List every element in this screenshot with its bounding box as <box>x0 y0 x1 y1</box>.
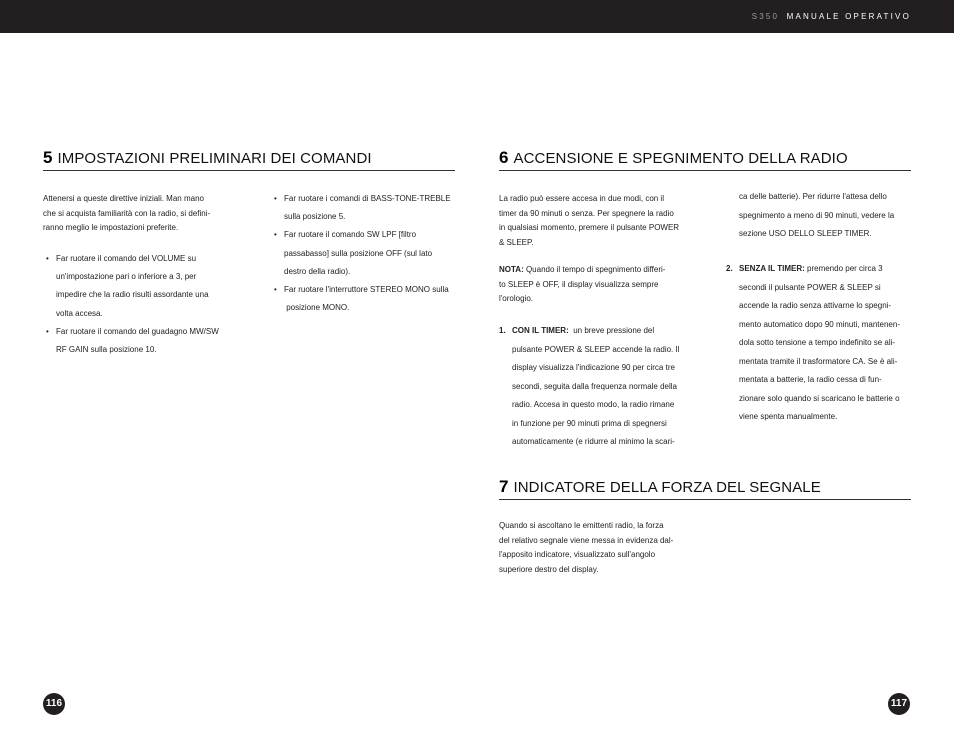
text-line: mento automatico dopo 90 minuti, mantenen- <box>739 319 900 329</box>
item-label: SENZA IL TIMER: <box>739 264 805 273</box>
list-item <box>43 250 258 323</box>
text-line: ranno meglio le impostazioni preferite. <box>43 223 179 232</box>
list-item <box>726 260 926 427</box>
item-number: 2. <box>726 264 733 273</box>
text-line: • Far ruotare il comando del VOLUME su <box>56 254 197 263</box>
text-line: • Far ruotare l'interruttore STEREO MONO sulla <box>284 285 449 295</box>
section-6-note <box>499 263 709 307</box>
text-line: dola sotto tensione a tempo indefinito se ali- <box>739 338 896 347</box>
text-line: Attenersi a queste direttive iniziali. Man mano <box>43 194 204 203</box>
item-number: 1. <box>499 326 506 335</box>
text-line <box>739 260 926 279</box>
text-line: • Far ruotare i comandi di BASS-TONE-TREBLE <box>284 194 451 203</box>
text-line: • Far ruotare il comando del guadagno MW/SW <box>56 326 219 336</box>
text-line: timer da 90 minuti o senza. Per spegnere la radio <box>499 208 674 218</box>
section-5-heading <box>43 148 455 171</box>
text-line: display visualizza l'indicazione 90 per circa tre <box>512 363 675 372</box>
text-line: • Far ruotare il comando SW LPF [filtro <box>284 230 417 240</box>
text-line: un'impostazione pari o inferiore a 3, per <box>56 272 197 282</box>
text-line: accende la radio senza attivarne lo spegni- <box>739 301 892 310</box>
note-text: Quando il tempo di spegnimento differi- <box>523 265 666 274</box>
text-line: mentata a batterie, la radio cessa di fun- <box>739 375 882 384</box>
list-item <box>271 190 471 226</box>
section-5-intro <box>43 192 243 236</box>
text-line: RF GAIN sulla posizione 10. <box>56 345 157 355</box>
text-line: & SLEEP. <box>499 237 534 247</box>
text-line: l'apposito indicatore, visualizzato sull'angolo <box>499 550 656 559</box>
text-line: secondi il pulsante POWER & SLEEP si <box>739 282 881 292</box>
text-line: ca delle batterie). Per ridurre l'attesa dello <box>739 192 887 201</box>
text-line: radio. Accesa in questo modo, la radio rimane <box>512 400 675 409</box>
section-7-heading <box>499 477 911 500</box>
section-6-intro <box>499 192 709 250</box>
manual-title: MANUALE OPERATIVO <box>786 12 911 21</box>
section-6-title: ACCENSIONE E SPEGNIMENTO DELLA RADIO <box>513 150 848 167</box>
section-6-item-1-continued <box>739 188 919 244</box>
text-line: spegnimento a meno di 90 minuti, vedere la <box>739 210 895 220</box>
section-5-bullet-list-left <box>43 250 258 359</box>
list-item <box>499 322 714 452</box>
text-line: del relativo segnale viene messa in evidenza dal- <box>499 535 674 545</box>
text-line: destro della radio). <box>284 266 351 276</box>
text-line: passabasso] sulla posizione OFF (sul lato <box>284 248 433 258</box>
section-7-text <box>499 519 709 577</box>
text-line: La radio può essere accesa in due modi, con il <box>499 194 664 203</box>
text-line: secondi, seguita dalla frequenza normale della <box>512 381 677 391</box>
page-number-left: 116 <box>43 693 65 715</box>
running-header <box>752 12 911 21</box>
section-5-bullet-list-right <box>271 190 471 317</box>
text-line <box>512 322 714 341</box>
text-line: Quando si ascoltano le emittenti radio, la forza <box>499 521 664 530</box>
text-line: impedire che la radio risulti assordante una <box>56 290 209 300</box>
text-line <box>499 263 709 278</box>
text-line: in funzione per 90 minuti prima di spegnersi <box>512 418 667 428</box>
text-line: in qualsiasi momento, premere il pulsante POWER <box>499 223 680 232</box>
section-6-item-2 <box>726 260 926 427</box>
text-line: viene spenta manualmente. <box>739 412 838 421</box>
section-6-number: 6 <box>499 148 509 167</box>
note-label: NOTA: <box>499 265 524 274</box>
section-5-title: IMPOSTAZIONI PRELIMINARI DEI COMANDI <box>57 150 372 167</box>
text-line: to SLEEP è OFF, il display visualizza sempre <box>499 279 659 289</box>
item-text: un breve pressione del <box>568 326 655 335</box>
item-label: CON IL TIMER: <box>512 326 569 335</box>
header-bar <box>0 0 954 33</box>
text-line: che si acquista familiarità con la radio, si defini- <box>43 208 211 218</box>
list-item <box>43 323 258 359</box>
text-line: zionare solo quando si scaricano le batterie o <box>739 393 900 403</box>
list-item <box>271 226 471 281</box>
section-6-heading <box>499 148 911 171</box>
text-line: posizione MONO. <box>284 303 350 313</box>
page-number-right: 117 <box>888 693 910 715</box>
model-name: S350 <box>751 12 780 21</box>
list-item <box>271 281 471 317</box>
section-7-title: INDICATORE DELLA FORZA DEL SEGNALE <box>513 479 821 496</box>
text-line: sulla posizione 5. <box>284 212 346 222</box>
text-line: mentata tramite il trasformatore CA. Se è ali- <box>739 356 898 366</box>
text-line: automaticamente (e ridurre al minimo la scari- <box>512 437 675 446</box>
section-5-number: 5 <box>43 148 53 167</box>
text-line: l'orologio. <box>499 294 533 303</box>
item-text: premendo per circa 3 <box>804 264 883 273</box>
text-line: sezione USO DELLO SLEEP TIMER. <box>739 229 872 238</box>
text-line: superiore destro del display. <box>499 564 599 574</box>
section-6-item-1 <box>499 322 714 452</box>
section-7-number: 7 <box>499 477 509 496</box>
text-line: volta accesa. <box>56 308 103 318</box>
text-line: pulsante POWER & SLEEP accende la radio. Il <box>512 344 680 354</box>
